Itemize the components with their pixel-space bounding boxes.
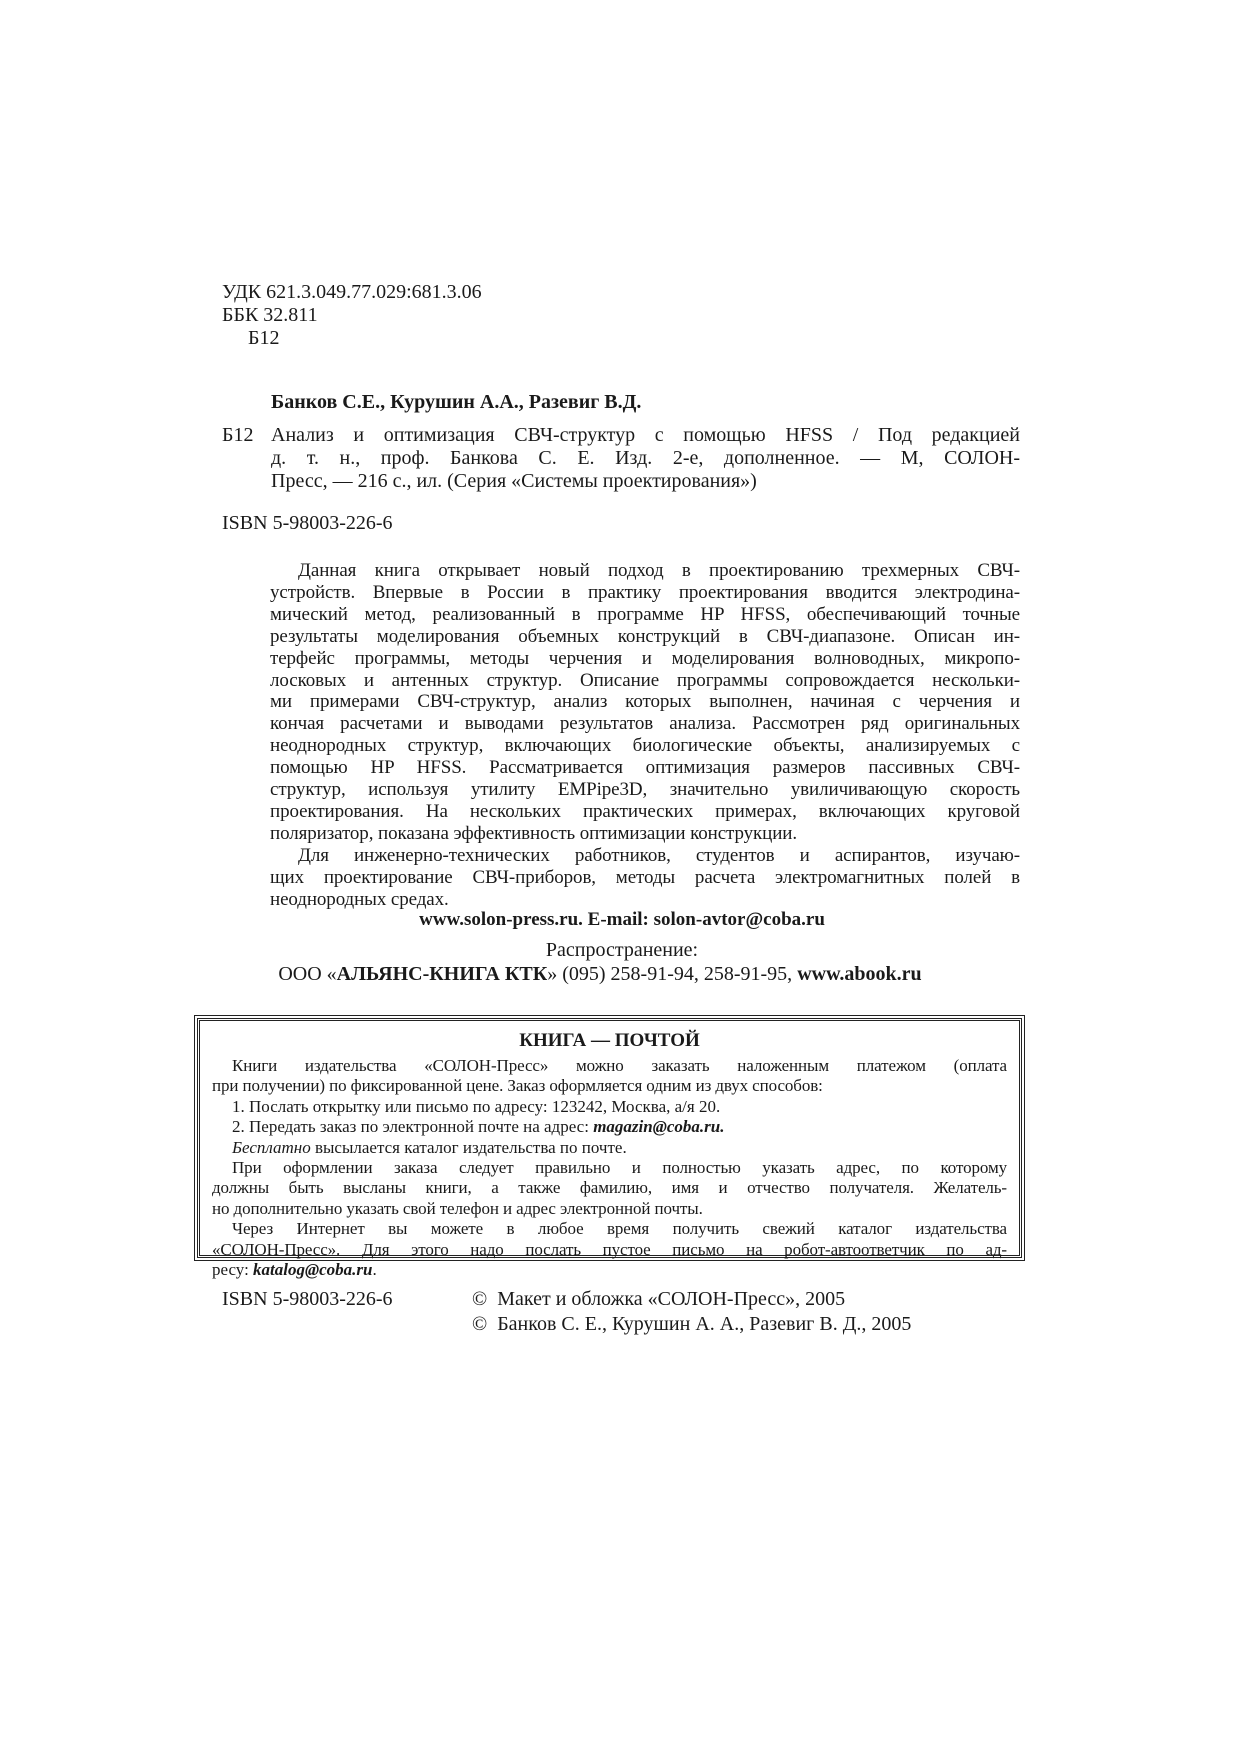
p3-prefix: ресу: [212,1260,254,1280]
abstract-line: неоднородных средах. [270,888,449,910]
mail-box-item-2 [212,1117,1007,1137]
author-mark: Б12 [248,327,280,349]
abstract-line: ми примерами СВЧ-структур, анализ которых выполнен, начиная с черчения и [270,691,1020,713]
abstract-line: Данная книга открывает новый подход в проектированию трехмерных СВЧ- [298,560,1020,581]
abstract-line: щих проектирование СВЧ-приборов, методы расчета электромагнитных полей в [270,866,1020,888]
bbk-code: ББК 32.811 [222,304,318,326]
mail-box-free [212,1138,1007,1158]
mail-box-line: при получении) по фиксированной цене. Заказ оформляется одним из двух способов: [212,1076,823,1096]
contacts-line: www.solon-press.ru. E-mail: solon-avtor@coba.ru [419,909,825,930]
udk-code: УДК 621.3.049.77.029:681.3.06 [222,281,482,303]
mail-order-box [197,1018,1022,1280]
abstract-line: лосковых и антенных структур. Описание программы сопровождается нескольки- [270,669,1020,691]
abstract-line: терфейс программы, методы черчения и моделирования волноводных, микропо- [270,647,1020,669]
copyright-layout: © Макет и обложка «СОЛОН-Пресс», 2005 [472,1288,846,1310]
p3-end: . [372,1260,377,1280]
bib-code: Б12 [222,424,254,446]
distribution-line [200,963,1000,986]
free-italic: Бесплатно [232,1137,311,1157]
abstract-line: неоднородных структур, включающих биологические объекты, анализируемых с [270,735,1020,757]
distributor-site: www.abook.ru [797,963,922,985]
copyright-authors: © Банков С. Е., Курушин А. А., Разевиг В. Д., 2005 [472,1313,912,1335]
mail-box-line: но дополнительно указать свой телефон и адрес электронной почты. [212,1198,703,1218]
isbn-top: ISBN 5-98003-226-6 [222,512,393,534]
abstract [270,560,1020,911]
distributor-name: АЛЬЯНС-КНИГА КТК [336,963,548,985]
bib-line: Пресс, — 216 с., ил. (Серия «Системы проектирования») [271,470,757,492]
distribution-prefix: ООО « [278,963,337,985]
mail-box-line: При оформлении заказа следует правильно и полностью указать адрес, по которому [232,1158,1007,1178]
order-email: magazin@coba.ru. [593,1117,725,1137]
isbn-footer: ISBN 5-98003-226-6 [222,1288,393,1310]
mail-box-title: КНИГА — ПОЧТОЙ [519,1030,700,1051]
catalog-email: katalog@coba.ru [253,1260,373,1280]
mail-box-line: Через Интернет вы можете в любое время получить свежий каталог издательства [232,1219,1007,1239]
abstract-line: проектирования. На нескольких практических примерах, включающих круговой [270,800,1020,822]
abstract-line: поляризатор, показана эффективность оптимизации конструкции. [270,822,798,844]
abstract-line: результаты моделирования объемных конструкций в СВЧ-диапазоне. Описан ин- [270,625,1020,647]
authors: Банков С.Е., Курушин А.А., Разевиг В.Д. [271,391,642,413]
mail-box-line: «СОЛОН-Пресс». Для этого надо послать пустое письмо на робот-автоответчик по ад- [212,1239,1007,1259]
item2-text: 2. Передать заказ по электронной почте на адрес: [232,1117,594,1137]
distribution-label: Распространение: [545,939,699,961]
bib-line: Анализ и оптимизация СВЧ-структур с помощью HFSS / Под редакцией [271,424,1020,446]
abstract-line: кончая расчетами и выводами результатов анализа. Рассмотрен ряд оригинальных [270,713,1020,735]
mail-box-line: Книги издательства «СОЛОН-Пресс» можно заказать наложенным платежом (оплата [232,1056,1007,1075]
distributor-phones: » (095) 258-91-94, 258-91-95, [547,963,798,985]
mail-box-item-1: 1. Послать открытку или письмо по адресу: 123242, Москва, а/я 20. [232,1096,721,1116]
mail-box-line: должны быть высланы книги, а также фамилию, имя и отчество получателя. Желатель- [212,1178,1007,1198]
abstract-line: устройств. Впервые в России в практику проектирования вводится электродина- [270,581,1020,603]
classification-block [222,281,482,350]
abstract-line: Для инженерно-технических работников, студентов и аспирантов, изучаю- [298,844,1020,866]
free-rest: высылается каталог издательства по почте. [310,1137,627,1157]
bib-line: д. т. н., проф. Банкова С. Е. Изд. 2-е, дополненное. — М, СОЛОН- [271,447,1020,469]
bib-entry [222,424,1020,493]
abstract-line: помощью HP HFSS. Рассматривается оптимизация размеров пассивных СВЧ- [270,757,1020,779]
mail-box-line [212,1260,1007,1280]
abstract-line: мический метод, реализованный в программе HP HFSS, обеспечивающий точные [270,603,1020,625]
abstract-line: структур, используя утилиту EMPipe3D, значительно увиличивающую скорость [270,779,1020,801]
